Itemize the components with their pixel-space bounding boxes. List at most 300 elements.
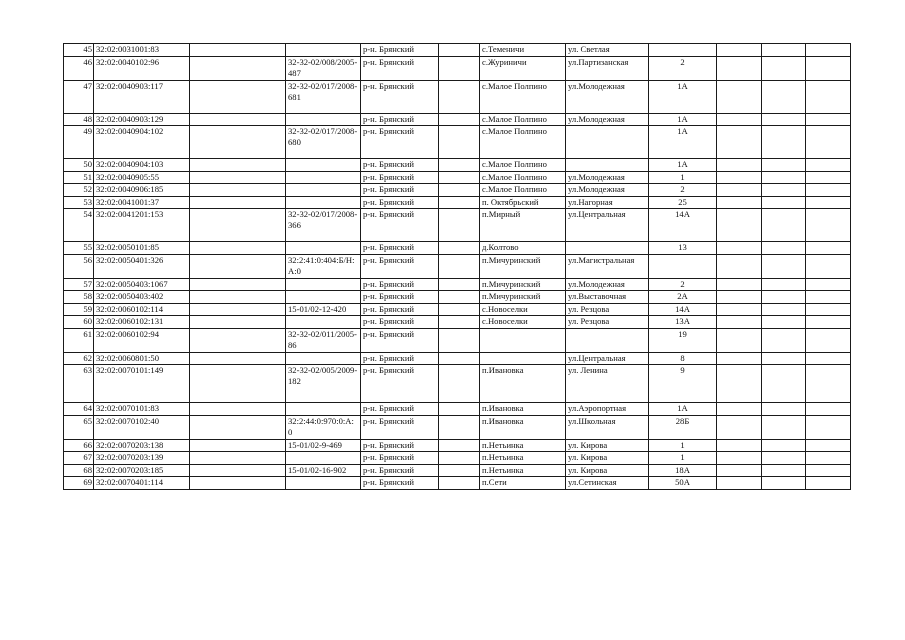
registration-number-cell: 32-32-02/017/2008-366 xyxy=(286,209,361,242)
house-number-cell xyxy=(649,254,717,278)
empty-cell xyxy=(190,171,286,184)
cadastral-number-cell: 32:02:0050403:402 xyxy=(94,291,190,304)
street-cell: ул.Молодежная xyxy=(566,113,649,126)
registration-number-cell xyxy=(286,44,361,57)
street-cell: ул.Аэропортная xyxy=(566,403,649,416)
settlement-cell: с.Малое Полпино xyxy=(480,126,566,159)
empty-cell xyxy=(717,126,762,159)
table-row xyxy=(64,291,851,304)
empty-cell xyxy=(190,415,286,439)
empty-cell xyxy=(190,113,286,126)
table-row xyxy=(64,126,851,159)
cadastral-number-cell: 32:02:0070203:139 xyxy=(94,452,190,465)
street-cell: ул. Светлая xyxy=(566,44,649,57)
district-cell: р-н. Брянский xyxy=(361,126,439,159)
table-row xyxy=(64,316,851,329)
house-number-cell: 14А xyxy=(649,209,717,242)
table-row xyxy=(64,171,851,184)
cadastral-number-cell: 32:02:0060102:94 xyxy=(94,328,190,352)
street-cell: ул. Кирова xyxy=(566,452,649,465)
settlement-cell: с.Малое Полпино xyxy=(480,113,566,126)
row-number-cell: 64 xyxy=(64,403,94,416)
registration-number-cell xyxy=(286,403,361,416)
empty-cell xyxy=(717,316,762,329)
house-number-cell: 1А xyxy=(649,80,717,113)
empty-cell xyxy=(439,352,480,365)
empty-cell xyxy=(190,209,286,242)
registry-table xyxy=(63,43,851,490)
table-row xyxy=(64,113,851,126)
table-row xyxy=(64,278,851,291)
empty-cell xyxy=(190,254,286,278)
empty-cell xyxy=(717,159,762,172)
district-cell: р-н. Брянский xyxy=(361,184,439,197)
empty-cell xyxy=(439,44,480,57)
registration-number-cell: 32-32-02/011/2005-86 xyxy=(286,328,361,352)
empty-cell xyxy=(717,477,762,490)
district-cell: р-н. Брянский xyxy=(361,44,439,57)
table-row xyxy=(64,242,851,255)
cadastral-number-cell: 32:02:0070401:114 xyxy=(94,477,190,490)
empty-cell xyxy=(762,291,806,304)
empty-cell xyxy=(190,56,286,80)
registration-number-cell xyxy=(286,452,361,465)
cadastral-number-cell: 32:02:0040102:96 xyxy=(94,56,190,80)
registration-number-cell: 32:2:44:0:970:0:А:0 xyxy=(286,415,361,439)
house-number-cell: 1 xyxy=(649,171,717,184)
empty-cell xyxy=(190,291,286,304)
empty-cell xyxy=(806,403,851,416)
district-cell: р-н. Брянский xyxy=(361,452,439,465)
cadastral-number-cell: 32:02:0031001:83 xyxy=(94,44,190,57)
registration-number-cell xyxy=(286,159,361,172)
house-number-cell: 19 xyxy=(649,328,717,352)
settlement-cell: п.Нетьинка xyxy=(480,452,566,465)
empty-cell xyxy=(717,113,762,126)
street-cell: ул. Резцова xyxy=(566,316,649,329)
empty-cell xyxy=(806,328,851,352)
district-cell: р-н. Брянский xyxy=(361,477,439,490)
row-number-cell: 52 xyxy=(64,184,94,197)
registration-number-cell xyxy=(286,113,361,126)
registration-number-cell: 15-01/02-16-902 xyxy=(286,464,361,477)
cadastral-number-cell: 32:02:0050403:1067 xyxy=(94,278,190,291)
cadastral-number-cell: 32:02:0050401:326 xyxy=(94,254,190,278)
district-cell: р-н. Брянский xyxy=(361,291,439,304)
house-number-cell: 1А xyxy=(649,126,717,159)
street-cell: ул.Сетинская xyxy=(566,477,649,490)
house-number-cell: 9 xyxy=(649,365,717,403)
table-row xyxy=(64,415,851,439)
row-number-cell: 59 xyxy=(64,303,94,316)
empty-cell xyxy=(806,415,851,439)
row-number-cell: 55 xyxy=(64,242,94,255)
street-cell: ул. Кирова xyxy=(566,464,649,477)
table-row xyxy=(64,452,851,465)
empty-cell xyxy=(806,242,851,255)
empty-cell xyxy=(439,365,480,403)
street-cell: ул.Молодежная xyxy=(566,184,649,197)
empty-cell xyxy=(439,171,480,184)
empty-cell xyxy=(439,159,480,172)
empty-cell xyxy=(806,254,851,278)
empty-cell xyxy=(717,439,762,452)
table-row xyxy=(64,80,851,113)
empty-cell xyxy=(806,159,851,172)
house-number-cell: 1 xyxy=(649,439,717,452)
empty-cell xyxy=(190,477,286,490)
registration-number-cell: 32:2:41:0:404:Б/Н:А:0 xyxy=(286,254,361,278)
house-number-cell: 18А xyxy=(649,464,717,477)
settlement-cell: п.Ивановка xyxy=(480,365,566,403)
district-cell: р-н. Брянский xyxy=(361,278,439,291)
district-cell: р-н. Брянский xyxy=(361,439,439,452)
settlement-cell: п.Мичуринский xyxy=(480,291,566,304)
table-row xyxy=(64,209,851,242)
house-number-cell: 8 xyxy=(649,352,717,365)
row-number-cell: 58 xyxy=(64,291,94,304)
registration-number-cell: 32-32-02/017/2008-681 xyxy=(286,80,361,113)
house-number-cell xyxy=(649,44,717,57)
table-row xyxy=(64,44,851,57)
district-cell: р-н. Брянский xyxy=(361,242,439,255)
table-row xyxy=(64,464,851,477)
street-cell: ул.Магистральная xyxy=(566,254,649,278)
house-number-cell: 25 xyxy=(649,196,717,209)
empty-cell xyxy=(806,365,851,403)
district-cell: р-н. Брянский xyxy=(361,403,439,416)
empty-cell xyxy=(762,171,806,184)
settlement-cell: с.Малое Полпино xyxy=(480,171,566,184)
registration-number-cell xyxy=(286,316,361,329)
house-number-cell: 14А xyxy=(649,303,717,316)
empty-cell xyxy=(190,352,286,365)
empty-cell xyxy=(439,56,480,80)
empty-cell xyxy=(762,439,806,452)
house-number-cell: 2 xyxy=(649,184,717,197)
row-number-cell: 53 xyxy=(64,196,94,209)
registration-number-cell xyxy=(286,242,361,255)
settlement-cell xyxy=(480,352,566,365)
empty-cell xyxy=(439,328,480,352)
empty-cell xyxy=(762,328,806,352)
settlement-cell: п.Ивановка xyxy=(480,403,566,416)
registration-number-cell xyxy=(286,196,361,209)
empty-cell xyxy=(762,196,806,209)
cadastral-number-cell: 32:02:0040906:185 xyxy=(94,184,190,197)
empty-cell xyxy=(190,159,286,172)
house-number-cell: 2 xyxy=(649,278,717,291)
row-number-cell: 60 xyxy=(64,316,94,329)
house-number-cell: 13А xyxy=(649,316,717,329)
row-number-cell: 56 xyxy=(64,254,94,278)
empty-cell xyxy=(439,439,480,452)
empty-cell xyxy=(806,464,851,477)
empty-cell xyxy=(806,56,851,80)
row-number-cell: 54 xyxy=(64,209,94,242)
registration-number-cell: 32-32-02/008/2005-487 xyxy=(286,56,361,80)
settlement-cell: с.Теменичи xyxy=(480,44,566,57)
row-number-cell: 62 xyxy=(64,352,94,365)
empty-cell xyxy=(439,196,480,209)
row-number-cell: 65 xyxy=(64,415,94,439)
district-cell: р-н. Брянский xyxy=(361,171,439,184)
house-number-cell: 1А xyxy=(649,403,717,416)
empty-cell xyxy=(762,316,806,329)
cadastral-number-cell: 32:02:0070102:40 xyxy=(94,415,190,439)
row-number-cell: 66 xyxy=(64,439,94,452)
empty-cell xyxy=(806,113,851,126)
cadastral-number-cell: 32:02:0041201:153 xyxy=(94,209,190,242)
street-cell xyxy=(566,328,649,352)
empty-cell xyxy=(762,44,806,57)
registration-number-cell: 15-01/02-12-420 xyxy=(286,303,361,316)
registration-number-cell xyxy=(286,291,361,304)
empty-cell xyxy=(762,477,806,490)
cadastral-number-cell: 32:02:0070203:138 xyxy=(94,439,190,452)
empty-cell xyxy=(717,464,762,477)
empty-cell xyxy=(762,159,806,172)
empty-cell xyxy=(762,365,806,403)
row-number-cell: 46 xyxy=(64,56,94,80)
row-number-cell: 49 xyxy=(64,126,94,159)
empty-cell xyxy=(439,209,480,242)
empty-cell xyxy=(717,365,762,403)
empty-cell xyxy=(439,278,480,291)
empty-cell xyxy=(806,352,851,365)
empty-cell xyxy=(806,126,851,159)
settlement-cell: с.Новоселки xyxy=(480,316,566,329)
table-row xyxy=(64,477,851,490)
settlement-cell: п.Мичуринский xyxy=(480,278,566,291)
empty-cell xyxy=(806,184,851,197)
empty-cell xyxy=(439,303,480,316)
district-cell: р-н. Брянский xyxy=(361,352,439,365)
settlement-cell: п. Октябрьский xyxy=(480,196,566,209)
empty-cell xyxy=(806,80,851,113)
empty-cell xyxy=(762,113,806,126)
empty-cell xyxy=(762,452,806,465)
row-number-cell: 63 xyxy=(64,365,94,403)
empty-cell xyxy=(717,44,762,57)
empty-cell xyxy=(439,403,480,416)
cadastral-number-cell: 32:02:0040903:117 xyxy=(94,80,190,113)
empty-cell xyxy=(806,303,851,316)
row-number-cell: 47 xyxy=(64,80,94,113)
empty-cell xyxy=(190,439,286,452)
empty-cell xyxy=(439,126,480,159)
house-number-cell: 1А xyxy=(649,113,717,126)
empty-cell xyxy=(717,242,762,255)
settlement-cell: п.Ивановка xyxy=(480,415,566,439)
document-page xyxy=(63,43,850,490)
district-cell: р-н. Брянский xyxy=(361,303,439,316)
empty-cell xyxy=(439,452,480,465)
settlement-cell: с.Новоселки xyxy=(480,303,566,316)
empty-cell xyxy=(762,80,806,113)
empty-cell xyxy=(439,464,480,477)
empty-cell xyxy=(190,278,286,291)
house-number-cell: 2 xyxy=(649,56,717,80)
registration-number-cell xyxy=(286,477,361,490)
empty-cell xyxy=(439,113,480,126)
table-row xyxy=(64,184,851,197)
cadastral-number-cell: 32:02:0040904:103 xyxy=(94,159,190,172)
cadastral-number-cell: 32:02:0070203:185 xyxy=(94,464,190,477)
cadastral-number-cell: 32:02:0040904:102 xyxy=(94,126,190,159)
district-cell: р-н. Брянский xyxy=(361,316,439,329)
street-cell: ул.Школьная xyxy=(566,415,649,439)
empty-cell xyxy=(806,439,851,452)
empty-cell xyxy=(717,196,762,209)
cadastral-number-cell: 32:02:0040905:55 xyxy=(94,171,190,184)
street-cell: ул.Центральная xyxy=(566,209,649,242)
empty-cell xyxy=(190,303,286,316)
empty-cell xyxy=(762,209,806,242)
empty-cell xyxy=(190,196,286,209)
house-number-cell: 28Б xyxy=(649,415,717,439)
settlement-cell: с.Малое Полпино xyxy=(480,80,566,113)
row-number-cell: 45 xyxy=(64,44,94,57)
empty-cell xyxy=(806,44,851,57)
registration-number-cell xyxy=(286,171,361,184)
empty-cell xyxy=(806,196,851,209)
district-cell: р-н. Брянский xyxy=(361,365,439,403)
registration-number-cell xyxy=(286,352,361,365)
street-cell: ул.Выставочная xyxy=(566,291,649,304)
street-cell xyxy=(566,126,649,159)
empty-cell xyxy=(190,44,286,57)
empty-cell xyxy=(439,80,480,113)
empty-cell xyxy=(717,278,762,291)
table-row xyxy=(64,328,851,352)
settlement-cell: с.Журиничи xyxy=(480,56,566,80)
empty-cell xyxy=(190,242,286,255)
table-row xyxy=(64,439,851,452)
empty-cell xyxy=(806,209,851,242)
street-cell: ул.Молодежная xyxy=(566,171,649,184)
empty-cell xyxy=(762,352,806,365)
row-number-cell: 61 xyxy=(64,328,94,352)
registration-number-cell: 15-01/02-9-469 xyxy=(286,439,361,452)
table-row xyxy=(64,303,851,316)
table-body xyxy=(64,44,851,490)
cadastral-number-cell: 32:02:0070101:149 xyxy=(94,365,190,403)
settlement-cell: п.Мичуринский xyxy=(480,254,566,278)
house-number-cell: 1 xyxy=(649,452,717,465)
empty-cell xyxy=(717,254,762,278)
cadastral-number-cell: 32:02:0070101:83 xyxy=(94,403,190,416)
house-number-cell: 2А xyxy=(649,291,717,304)
empty-cell xyxy=(762,278,806,291)
empty-cell xyxy=(806,278,851,291)
district-cell: р-н. Брянский xyxy=(361,196,439,209)
empty-cell xyxy=(717,415,762,439)
street-cell: ул.Нагорная xyxy=(566,196,649,209)
settlement-cell: п.Сети xyxy=(480,477,566,490)
cadastral-number-cell: 32:02:0050101:85 xyxy=(94,242,190,255)
registration-number-cell xyxy=(286,184,361,197)
settlement-cell: с.Малое Полпино xyxy=(480,159,566,172)
table-row xyxy=(64,352,851,365)
district-cell: р-н. Брянский xyxy=(361,80,439,113)
table-row xyxy=(64,56,851,80)
district-cell: р-н. Брянский xyxy=(361,113,439,126)
settlement-cell xyxy=(480,328,566,352)
row-number-cell: 48 xyxy=(64,113,94,126)
cadastral-number-cell: 32:02:0060102:114 xyxy=(94,303,190,316)
cadastral-number-cell: 32:02:0041001:37 xyxy=(94,196,190,209)
settlement-cell: п.Мирный xyxy=(480,209,566,242)
empty-cell xyxy=(439,242,480,255)
district-cell: р-н. Брянский xyxy=(361,56,439,80)
empty-cell xyxy=(717,303,762,316)
district-cell: р-н. Брянский xyxy=(361,415,439,439)
empty-cell xyxy=(717,352,762,365)
house-number-cell: 13 xyxy=(649,242,717,255)
empty-cell xyxy=(762,403,806,416)
empty-cell xyxy=(190,328,286,352)
empty-cell xyxy=(717,80,762,113)
empty-cell xyxy=(717,56,762,80)
empty-cell xyxy=(439,184,480,197)
registration-number-cell: 32-32-02/005/2009-182 xyxy=(286,365,361,403)
registration-number-cell xyxy=(286,278,361,291)
empty-cell xyxy=(762,126,806,159)
row-number-cell: 67 xyxy=(64,452,94,465)
district-cell: р-н. Брянский xyxy=(361,328,439,352)
empty-cell xyxy=(190,316,286,329)
table-row xyxy=(64,365,851,403)
street-cell: ул.Молодежная xyxy=(566,80,649,113)
cadastral-number-cell: 32:02:0040903:129 xyxy=(94,113,190,126)
empty-cell xyxy=(190,452,286,465)
table-row xyxy=(64,159,851,172)
empty-cell xyxy=(717,403,762,416)
empty-cell xyxy=(190,464,286,477)
empty-cell xyxy=(717,452,762,465)
empty-cell xyxy=(762,242,806,255)
district-cell: р-н. Брянский xyxy=(361,464,439,477)
empty-cell xyxy=(190,184,286,197)
table-row xyxy=(64,196,851,209)
cadastral-number-cell: 32:02:0060102:131 xyxy=(94,316,190,329)
settlement-cell: с.Малое Полпино xyxy=(480,184,566,197)
empty-cell xyxy=(190,126,286,159)
row-number-cell: 57 xyxy=(64,278,94,291)
empty-cell xyxy=(190,80,286,113)
cadastral-number-cell: 32:02:0060801:50 xyxy=(94,352,190,365)
empty-cell xyxy=(806,316,851,329)
street-cell: ул.Партизанская xyxy=(566,56,649,80)
street-cell xyxy=(566,242,649,255)
empty-cell xyxy=(762,464,806,477)
table-row xyxy=(64,403,851,416)
street-cell: ул. Кирова xyxy=(566,439,649,452)
street-cell: ул. Ленина xyxy=(566,365,649,403)
house-number-cell: 50А xyxy=(649,477,717,490)
empty-cell xyxy=(717,171,762,184)
empty-cell xyxy=(806,171,851,184)
street-cell: ул.Центральная xyxy=(566,352,649,365)
empty-cell xyxy=(762,184,806,197)
empty-cell xyxy=(439,316,480,329)
street-cell: ул. Резцова xyxy=(566,303,649,316)
street-cell: ул.Молодежная xyxy=(566,278,649,291)
empty-cell xyxy=(717,184,762,197)
street-cell xyxy=(566,159,649,172)
empty-cell xyxy=(190,403,286,416)
